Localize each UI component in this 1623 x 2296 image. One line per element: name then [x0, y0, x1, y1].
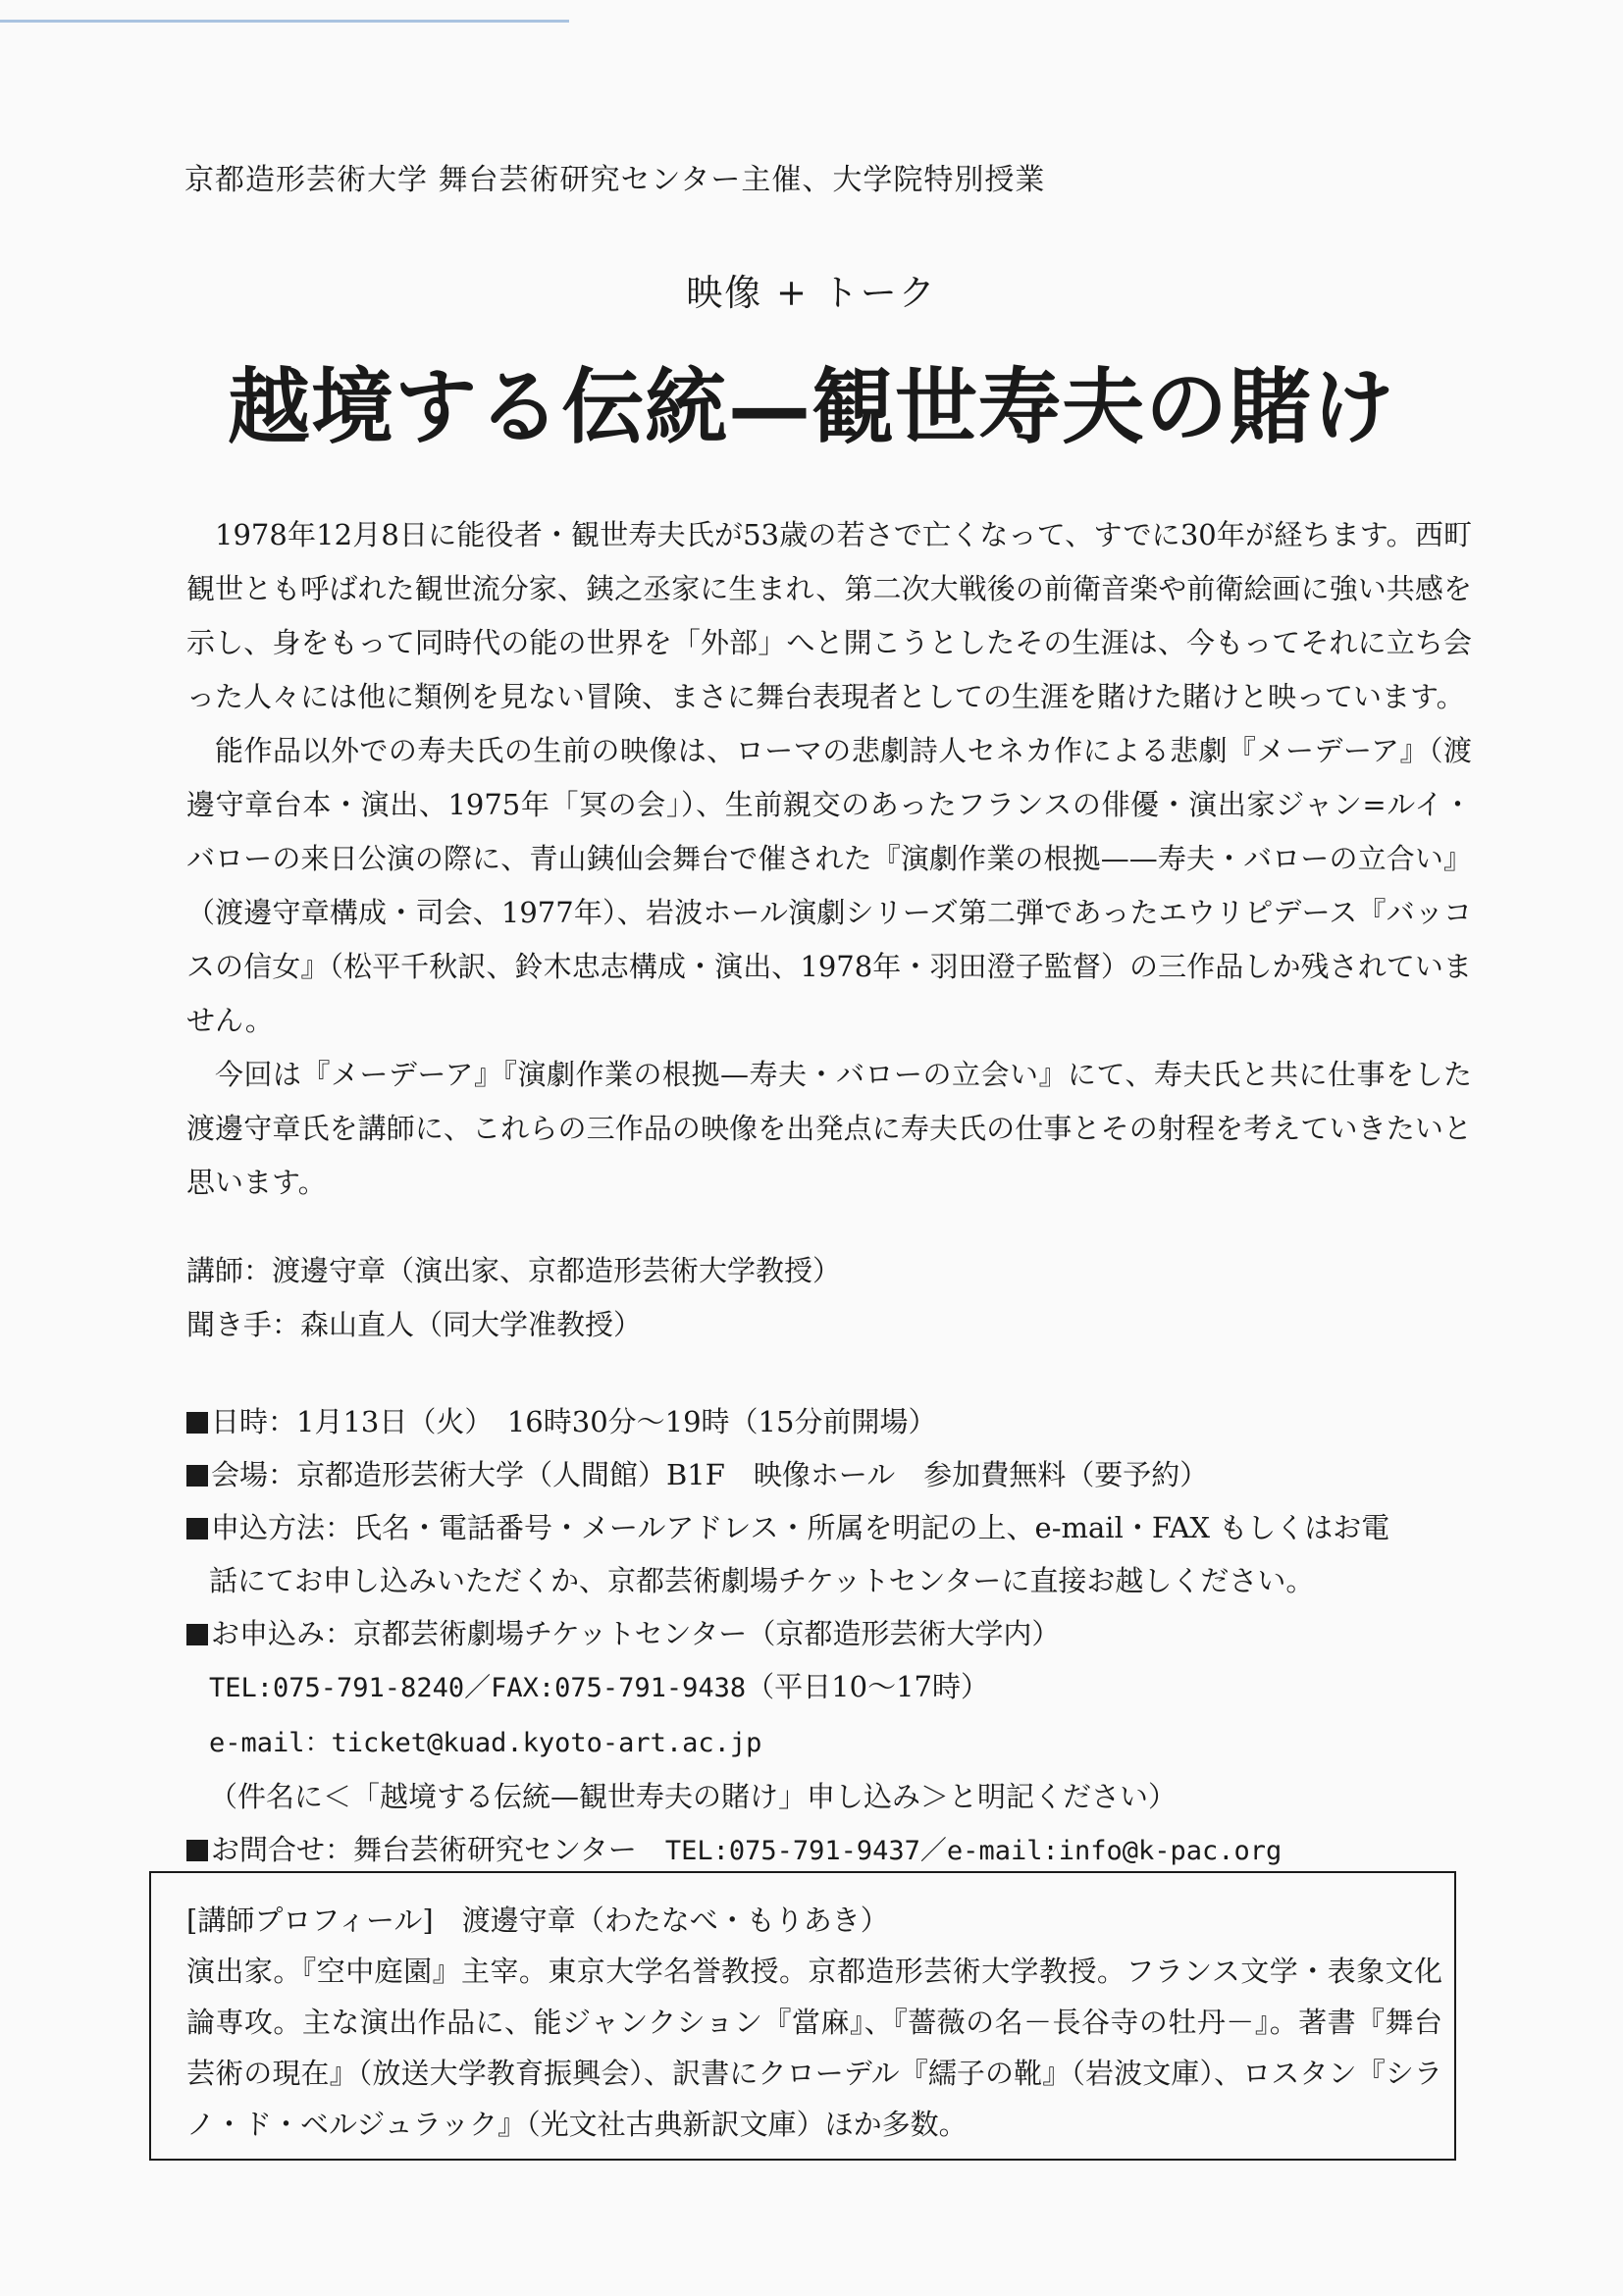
apply-row — [186, 1607, 1482, 1660]
lecturer-line: 講師：渡邊守章（演出家、京都造形芸術大学教授） — [186, 1254, 842, 1287]
description — [186, 508, 1472, 1210]
event-title: 越境する伝統—観世寿夫の賭け — [227, 359, 1395, 455]
method-text: 申込方法：氏名・電話番号・メールアドレス・所属を明記の上、e-mail・FAX もしくはお電 — [211, 1511, 1390, 1544]
datetime-row — [186, 1395, 1482, 1448]
venue-row — [186, 1448, 1482, 1501]
method-continuation: 話にてお申し込みいただくか、京都芸術劇場チケットセンターに直接お越しください。 — [209, 1564, 1315, 1597]
datetime-text: 日時：1月13日（火） 16時30分〜19時（15分前開場） — [211, 1405, 937, 1438]
venue-text: 会場：京都造形芸術大学（人間館）B1F 映像ホール 参加費無料（要予約） — [211, 1458, 1209, 1491]
event-subtitle: 映像 + トーク — [686, 272, 937, 314]
event-info — [186, 1395, 1482, 1878]
contact-value[interactable]: TEL:075-791-9437／e-mail:info@k-pac.org — [664, 1836, 1283, 1866]
tel-fax-text: TEL:075-791-8240／FAX:075-791-9438 — [209, 1673, 747, 1703]
tel-hours-text: （平日10〜17時） — [746, 1670, 989, 1703]
profile-heading: [講師プロフィール] 渡邊守章（わたなべ・もりあき） — [186, 1904, 889, 1937]
interviewer-line: 聞き手：森山直人（同大学准教授） — [186, 1308, 643, 1341]
description-paragraph-2: 能作品以外での寿夫氏の生前の映像は、ローマの悲劇詩人セネカ作による悲劇『メーデーア』（渡邊守章台本・演出、1975年「冥の会」）、生前親交のあったフランスの俳優・演出家ジャン=ルイ・バローの来日公演の際に、青山銕仙会舞台で催された『演劇作業の根拠——寿夫・バローの立合い』（渡邊守章構成・司会、1977年）、岩波ホール演劇シリーズ第二弾であったエウリピデース『バッコスの信女』（松平千秋訳、鈴木忠志構成・演出、1978年・羽田澄子監督）の三作品しか残されていません。 — [186, 734, 1472, 1037]
lecturer-profile-box — [149, 1871, 1456, 2161]
profile-body: 演出家。『空中庭園』主宰。東京大学名誉教授。京都造形芸術大学教授。フランス文学・表象文化論専攻。主な演出作品に、能ジャンクション『當麻』、『薔薇の名－長谷寺の牡丹－』。著書『舞台芸術の現在』（放送大学教育振興会）、訳書にクローデル『繻子の靴』（岩波文庫）、ロスタン『シラノ・ド・ベルジュラック』（光文社古典新訳文庫）ほか多数。 — [186, 1955, 1442, 2141]
square-bullet-icon — [186, 1465, 208, 1487]
square-bullet-icon — [186, 1840, 208, 1861]
scan-edge-line — [0, 20, 569, 23]
apply-text: お申込み：京都芸術劇場チケットセンター（京都造形芸術大学内） — [211, 1617, 1061, 1650]
organizer-header: 京都造形芸術大学 舞台芸術研究センター主催、大学院特別授業 — [184, 163, 1046, 197]
square-bullet-icon — [186, 1624, 208, 1645]
tel-fax-row — [186, 1660, 1482, 1715]
description-paragraph-3: 今回は『メーデーア』『演劇作業の根拠—寿夫・バローの立会い』にて、寿夫氏と共に仕事をした渡邊守章氏を講師に、これらの三作品の映像を出発点に寿夫氏の仕事とその射程を考えていきたいと思います。 — [186, 1058, 1472, 1199]
contact-row — [186, 1823, 1482, 1878]
subject-note: （件名に＜「越境する伝統—観世寿夫の賭け」申し込み＞と明記ください） — [209, 1780, 1178, 1813]
email-row — [186, 1715, 1482, 1770]
square-bullet-icon — [186, 1518, 208, 1539]
square-bullet-icon — [186, 1412, 208, 1434]
description-paragraph-1: 1978年12月8日に能役者・観世寿夫氏が53歳の若さで亡くなって、すでに30年が経ちます。西町観世とも呼ばれた観世流分家、銕之丞家に生まれ、第二次大戦後の前衛音楽や前衛絵画に強い共感を示し、身をもって同時代の能の世界を「外部」へと開こうとしたその生涯は、今もってそれに立ち会った人々には他に類例を見ない冒険、まさに舞台表現者としての生涯を賭けた賭けと映っています。 — [186, 518, 1472, 713]
method-row — [186, 1501, 1482, 1554]
email-link[interactable]: e-mail：ticket@kuad.kyoto-art.ac.jp — [209, 1728, 762, 1758]
staff-block — [186, 1244, 841, 1352]
contact-label: お問合せ：舞台芸術研究センター — [211, 1833, 665, 1866]
